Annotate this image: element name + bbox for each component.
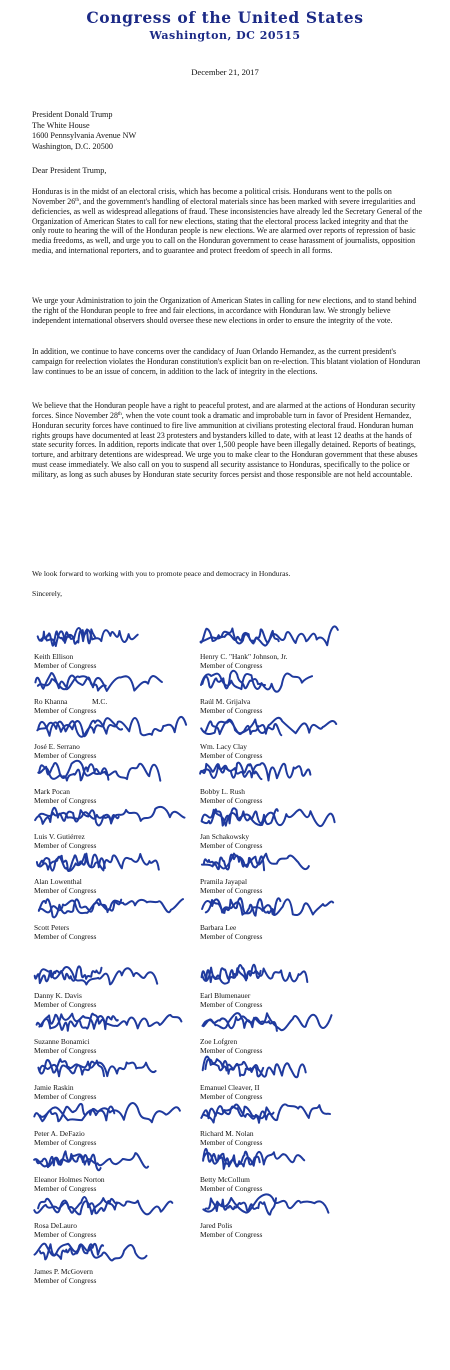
signatory-name: Jared Polis — [200, 1221, 233, 1230]
signatory-role: Member of Congress — [34, 932, 97, 941]
signature-block — [34, 893, 214, 941]
signature-block — [34, 757, 214, 805]
signatory-name: Betty McCollum — [200, 1175, 250, 1184]
ordinal-suffix: th — [117, 411, 122, 417]
signatory-role: Member of Congress — [34, 706, 97, 715]
signature-block — [200, 1053, 380, 1101]
signatory-role: Member of Congress — [200, 1184, 263, 1193]
paragraph-1 — [32, 187, 424, 256]
sincerely: Sincerely, — [32, 589, 63, 598]
signature-block — [34, 1099, 214, 1147]
signature-block — [34, 622, 214, 670]
signatory-role: Member of Congress — [200, 1046, 263, 1055]
address-line: The White House — [32, 120, 90, 130]
signature-block — [200, 1191, 380, 1239]
signatory-role: Member of Congress — [34, 1138, 97, 1147]
signatory-role: Member of Congress — [34, 751, 97, 760]
signatory-name: Keith Ellison — [34, 652, 74, 661]
signature-block — [200, 1007, 380, 1055]
signatory-name: Jan Schakowsky — [200, 832, 250, 841]
signatory-name: Wm. Lacy Clay — [200, 742, 247, 751]
signature-block — [34, 961, 214, 1009]
signature-block — [34, 1145, 214, 1193]
signatory-role: Member of Congress — [200, 841, 263, 850]
signature-block — [34, 1191, 214, 1239]
signatory-name: Jamie Raskin — [34, 1083, 74, 1092]
signatory-name: Emanuel Cleaver, II — [200, 1083, 260, 1092]
signatory-name: Eleanor Holmes Norton — [34, 1175, 105, 1184]
address-line: Washington, D.C. 20500 — [32, 141, 113, 151]
signature-block — [200, 1099, 380, 1147]
signatory-name: Zoe Lofgren — [200, 1037, 238, 1046]
mc-note: M.C. — [92, 697, 108, 706]
signatory-role: Member of Congress — [34, 1230, 97, 1239]
signature-block — [200, 667, 380, 715]
signatory-role: Member of Congress — [200, 706, 263, 715]
signature-block — [200, 847, 380, 895]
signatory-name: Luis V. Gutiérrez — [34, 832, 85, 841]
signatory-role: Member of Congress — [200, 1138, 263, 1147]
signatory-name: Peter A. DeFazio — [34, 1129, 85, 1138]
signature-block — [200, 757, 380, 805]
signatory-role: Member of Congress — [34, 1276, 97, 1285]
signatory-name: Earl Blumenauer — [200, 991, 251, 1000]
signatory-role: Member of Congress — [200, 932, 263, 941]
signatory-name: Bobby L. Rush — [200, 787, 245, 796]
letterhead-title: Congress of the United States — [86, 8, 364, 27]
signatory-role: Member of Congress — [200, 751, 263, 760]
letterhead-subtitle: Washington, DC 20515 — [149, 29, 301, 42]
signatory-role: Member of Congress — [200, 796, 263, 805]
signature-block — [200, 622, 380, 670]
letterhead — [0, 8, 450, 42]
signatory-name: José E. Serrano — [34, 742, 80, 751]
signatory-name: Scott Peters — [34, 923, 70, 932]
signature-block — [200, 893, 380, 941]
paragraph-text: We believe that the Honduran people have a right to peaceful protest, and are alarmed at the actions of Honduran security forces. Since November 28 — [32, 401, 416, 420]
signatory-name: Mark Pocan — [34, 787, 70, 796]
signatory-role: Member of Congress — [200, 1000, 263, 1009]
signature-block — [34, 712, 214, 760]
address-line: 1600 Pennsylvania Avenue NW — [32, 131, 137, 141]
signature-block — [34, 1053, 214, 1101]
signatory-role: Member of Congress — [34, 886, 97, 895]
address-line: President Donald Trump — [32, 110, 113, 119]
signatory-role: Member of Congress — [34, 1092, 97, 1101]
signatory-name: Suzanne Bonamici — [34, 1037, 90, 1046]
ordinal-suffix: th — [75, 197, 80, 203]
paragraph-3: In addition, we continue to have concerns over the candidacy of Juan Orlando Hernandez, as the current president's campaign for reelection violates the Honduran constitution's explicit ban on re-election. This blatant violation of Honduran law continues to be an issue of concern, in addition to the lack of integrity in the elections. — [32, 347, 421, 376]
signature-block — [34, 1007, 214, 1055]
signatory-name: Barbara Lee — [200, 923, 237, 932]
salutation: Dear President Trump, — [32, 166, 107, 175]
signature-block — [200, 1145, 380, 1193]
signature-block — [200, 961, 380, 1009]
signatory-role: Member of Congress — [34, 1000, 97, 1009]
signatory-name: Ro Khanna — [34, 697, 68, 706]
signatory-name: Henry C. "Hank" Johnson, Jr. — [200, 652, 288, 661]
signatory-name: Alan Lowenthal — [34, 877, 82, 886]
paragraph-4 — [32, 401, 424, 480]
letter-date: December 21, 2017 — [191, 67, 259, 77]
signature-block — [200, 712, 380, 760]
signatory-role: Member of Congress — [34, 841, 97, 850]
paragraph-text: , and the government's handling of electoral materials since has been marked with severe irregularities and deficiencies, as well as widespread allegations of fraud. These inconsistencies have already led the Secretary General of the Organization of American States to call for new elections, stating that the electoral process lacked integrity and that the only route to hearing the will of the Honduran people is new elections. We are alarmed over reports of repression of basic media freedoms, as well, and urge you to call on the Honduran government to cease harassment of journalists, opposition media, and international reporters, and to guarantee and protect freedom of speech in all forms. — [32, 196, 423, 256]
paragraph-2: We urge your Administration to join the Organization of American States in calling for new elections, and to stand behind the right of the Honduran people to free and fair elections, in accordance with Honduran law. We strongly believe independent international observers should oversee these new elections in order to ensure the integrity of the vote. — [32, 296, 417, 325]
signatory-role: Member of Congress — [34, 1046, 97, 1055]
signature-block — [200, 802, 380, 850]
signatory-role: Member of Congress — [200, 1230, 263, 1239]
signatory-name: Rosa DeLauro — [34, 1221, 77, 1230]
signatory-name: Danny K. Davis — [34, 991, 82, 1000]
signature-block — [34, 1237, 214, 1285]
paragraph-text: Honduras is in the midst of an electoral crisis, which has become a political crisis. Hondurans went to the polls on November 26 — [32, 187, 392, 206]
signatory-name: Richard M. Nolan — [200, 1129, 254, 1138]
recipient-address — [32, 110, 136, 152]
signatory-role: Member of Congress — [34, 661, 97, 670]
signatory-role: Member of Congress — [34, 796, 97, 805]
signature-block — [34, 667, 214, 715]
signatory-name: Raúl M. Grijalva — [200, 697, 251, 706]
signature-block — [34, 802, 214, 850]
signatory-name: James P. McGovern — [34, 1267, 93, 1276]
signatory-name: Pramila Jayapal — [200, 877, 247, 886]
signatory-role: Member of Congress — [34, 1184, 97, 1193]
signature-block — [34, 847, 214, 895]
signatory-role: Member of Congress — [200, 1092, 263, 1101]
signatory-role: Member of Congress — [200, 661, 263, 670]
closing-line: We look forward to working with you to promote peace and democracy in Honduras. — [32, 569, 291, 578]
paragraph-text: , when the vote count took a dramatic and improbable turn in favor of President Hernandez, Honduran security forces have continued to fire live ammunition at civilians protesting electoral fraud. Honduran human rights groups have documented at least 23 protesters and bystanders killed to date, with at least 12 deaths at the hands of state security forces. In addition, reports indicate that over 1,500 people have been illegally detained. Reports of beatings, torture, and arbitrary detentions are widespread. We urge you to make clear to the Honduran government that these abuses must cease immediately. We also call on you to suspend all security assistance to Honduras, specifically to the police or military, as long as such abuses by Honduran state security forces persist and those responsible are not held accountable. — [32, 410, 418, 479]
signatory-role: Member of Congress — [200, 886, 263, 895]
